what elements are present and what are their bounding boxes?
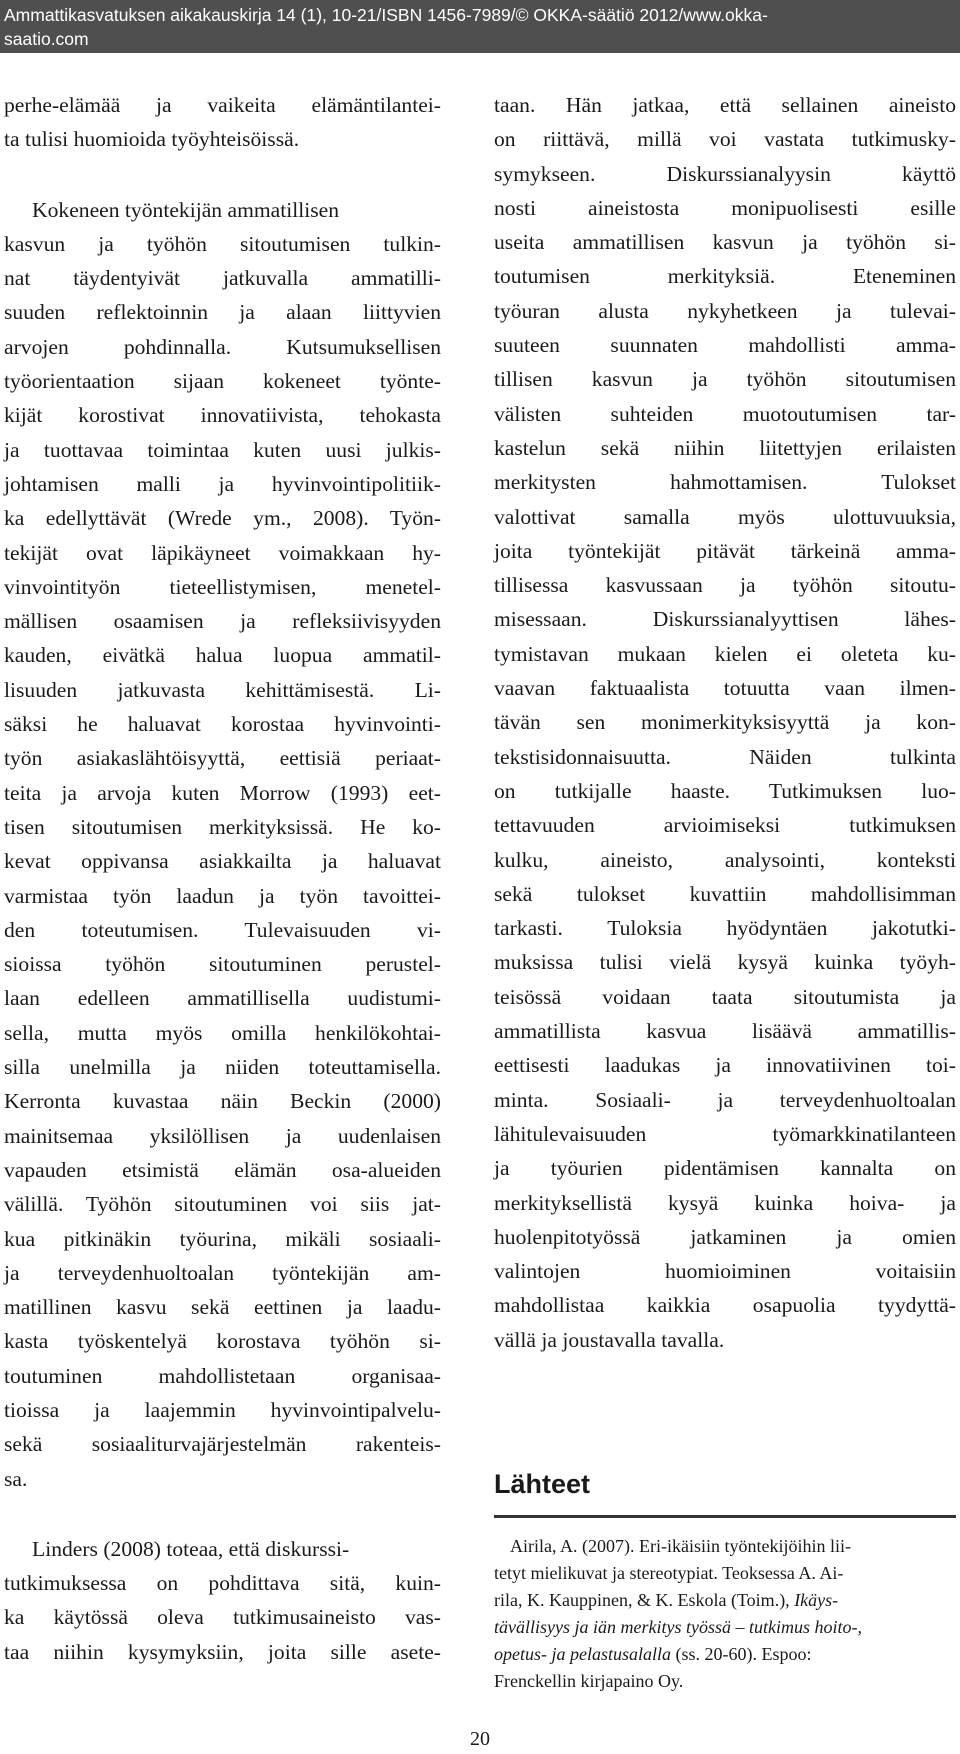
text-line: ja työurien pidentämisen kannalta on <box>494 1156 956 1181</box>
text-line: työn asiakaslähtöisyyttä, eettisiä periaat- <box>4 746 441 771</box>
reference-line <box>494 1641 956 1668</box>
text-line: tisen sitoutumisen merkityksissä. He ko- <box>4 814 441 839</box>
text-line: vaavan faktuaalista totuutta vaan ilmen- <box>494 676 956 701</box>
journal-header-line-2: saatio.com <box>4 29 89 49</box>
text-line: tävän sen monimerkityksisyyttä ja kon- <box>494 710 956 735</box>
text-line: ta tulisi huomioida työyhteisöissä. <box>4 127 300 152</box>
text-line: lisuuden jatkuvasta kehittämisestä. Li- <box>4 677 441 702</box>
reference-line <box>494 1614 956 1641</box>
text-line: kua pitkinäkin työurina, mikäli sosiaali- <box>4 1226 441 1251</box>
text-line: symykseen. Diskurssianalyysin käyttö <box>494 161 956 186</box>
text-line: taa niihin kysymyksiin, joita sille asete- <box>4 1639 441 1664</box>
reference-entry <box>494 1533 956 1695</box>
text-line: kasta työskentelyä korostava työhön si- <box>4 1329 441 1354</box>
text-line: teisössä voidaan taata sitoutumista ja <box>494 984 956 1009</box>
text-line: vapauden etsimistä elämän osa-alueiden <box>4 1157 441 1182</box>
text-line: sella, mutta myös omilla henkilökohtai- <box>4 1020 441 1045</box>
text-line: taan. Hän jatkaa, että sellainen aineisto <box>494 93 956 117</box>
reference-book-title: Ikäys- <box>794 1590 839 1610</box>
text-line: tutkimuksessa on pohdittava sitä, kuin- <box>4 1571 441 1596</box>
text-line: huolenpitotyössä jatkaminen ja omien <box>494 1224 956 1249</box>
left-column <box>4 88 441 1669</box>
journal-header-line-1: Ammattikasvatuksen aikakauskirja 14 (1), 10-21/ISBN 1456-7989/© OKKA-säätiö 2012/www.okka- <box>4 5 768 25</box>
text-line: mahdollistaa kaikkia osapuolia tyydyttä- <box>494 1293 956 1318</box>
text-line: varmistaa työn laadun ja työn tavoittei- <box>4 883 441 908</box>
text-line: toutumisen merkityksiä. Eteneminen <box>494 264 956 289</box>
journal-header <box>0 0 960 53</box>
text-line: misessaan. Diskurssianalyyttisen lähes- <box>494 607 956 632</box>
text-line: mällisen osaamisen ja refleksiivisyyden <box>4 609 441 634</box>
text-line: välisten suhteiden muotoutumisen tar- <box>494 401 956 426</box>
text-line: merkitysten hahmottamisen. Tulokset <box>494 470 956 495</box>
text-line: työorientaation sijaan kokeneet työnte- <box>4 369 441 394</box>
text-line: vällä ja joustavalla tavalla. <box>494 1327 725 1352</box>
text-line: suuden reflektoinnin ja alaan liittyvien <box>4 300 441 325</box>
text-line: kevat oppivansa asiakkailta ja haluavat <box>4 849 441 874</box>
text-line: sekä tulokset kuvattiin mahdollisimman <box>494 881 956 906</box>
text-line: tekstisidonnaisuutta. Näiden tulkinta <box>494 744 956 769</box>
reference-book-title: tävällisyys ja iän merkitys työssä – tutkimus hoito-, <box>494 1617 862 1637</box>
text-line: minta. Sosiaali- ja terveydenhuoltoalan <box>494 1087 956 1112</box>
text-line: Linders (2008) toteaa, että diskurssi- <box>32 1536 350 1561</box>
text-line: Kerronta kuvastaa näin Beckin (2000) <box>4 1089 441 1114</box>
text-line: vinvointityön tieteellistymisen, menetel- <box>4 574 441 599</box>
text-line: tioissa ja laajemmin hyvinvointipalvelu- <box>4 1397 441 1422</box>
paragraph-3 <box>4 1532 441 1669</box>
text-line: arvojen pohdinnalla. Kutsumuksellisen <box>4 334 441 359</box>
text-line: sekä sosiaaliturvajärjestelmän rakenteis- <box>4 1432 441 1457</box>
page-number: 20 <box>470 1728 490 1750</box>
text-line: den toteutumisen. Tulevaisuuden vi- <box>4 917 441 942</box>
text-line: teita ja arvoja kuten Morrow (1993) eet- <box>4 780 441 805</box>
text-line: sa. <box>4 1466 28 1491</box>
text-line: on tutkijalle haaste. Tutkimuksen luo- <box>494 778 956 803</box>
text-line: ja tuottavaa toimintaa kuten uusi julkis- <box>4 437 441 462</box>
reference-line: Frenckellin kirjapaino Oy. <box>494 1671 684 1691</box>
text-line: joita työntekijät pitävät tärkeinä amma- <box>494 538 956 563</box>
text-line: perhe-elämää ja vaikeita elämäntilantei- <box>4 93 441 117</box>
text-line: säksi he haluavat korostaa hyvinvointi- <box>4 712 441 737</box>
text-line: tettavuuden arvioimiseksi tutkimuksen <box>494 813 956 838</box>
text-line: tillisen kasvun ja työhön sitoutumisen <box>494 367 956 392</box>
text-line: useita ammatillisen kasvun ja työhön si- <box>494 230 956 255</box>
reference-line <box>494 1587 956 1614</box>
text-line: kauden, eivätkä halua luopua ammatil- <box>4 643 441 668</box>
right-column <box>494 88 956 1357</box>
text-line: ka käytössä oleva tutkimusaineisto vas- <box>4 1605 441 1630</box>
paragraph-1 <box>4 88 441 157</box>
text-line: silla unelmilla ja niiden toteuttamisella. <box>4 1055 441 1080</box>
text-line: kijät korostivat innovatiivista, tehokasta <box>4 403 441 428</box>
text-line: muksissa tulisi vielä kysyä kuinka työyh- <box>494 950 956 975</box>
text-line: laan edelleen ammatillisella uudistumi- <box>4 986 441 1011</box>
text-line: valintojen huomioiminen voitaisiin <box>494 1259 956 1284</box>
text-line: nosti aineistosta monipuolisesti esille <box>494 195 956 220</box>
text-line: valottivat samalla myös ulottuvuuksia, <box>494 504 956 529</box>
text-line: Kokeneen työntekijän ammatillisen <box>32 197 340 222</box>
text-line: eettisesti laadukas ja innovatiivinen toi- <box>494 1053 956 1078</box>
text-line: ja terveydenhuoltoalan työntekijän am- <box>4 1260 441 1285</box>
text-line: suuteen suunnaten mahdollisti amma- <box>494 333 956 358</box>
text-line: merkityksellistä kysyä kuinka hoiva- ja <box>494 1190 956 1215</box>
reference-book-title: opetus- ja pelastusalalla <box>494 1644 671 1664</box>
text-line: välillä. Työhön sitoutuminen voi siis jat- <box>4 1192 441 1217</box>
text-line: nat täydentyivät jatkuvalla ammatilli- <box>4 266 441 291</box>
text-line: ka edellyttävät (Wrede ym., 2008). Työn- <box>4 506 441 531</box>
text-line: kasvun ja työhön sitoutumisen tulkin- <box>4 231 441 256</box>
paragraph-2 <box>4 193 441 1496</box>
text-line: kastelun sekä niihin liitettyjen erilaisten <box>494 435 956 460</box>
reference-text: rila, K. Kauppinen, & K. Eskola (Toim.), <box>494 1590 795 1610</box>
text-line: johtamisen malli ja hyvinvointipolitiik- <box>4 471 441 496</box>
reference-line: tetyt mielikuvat ja stereotypiat. Teoksessa A. Ai- <box>494 1563 844 1583</box>
references-divider <box>494 1515 956 1518</box>
text-line: toutuminen mahdollistetaan organisaa- <box>4 1363 441 1388</box>
text-line: mainitsemaa yksilöllisen ja uudenlaisen <box>4 1123 441 1148</box>
text-line: tarkasti. Tuloksia hyödyntäen jakotutki- <box>494 916 956 941</box>
text-line: ammatillista kasvua lisäävä ammatillis- <box>494 1019 956 1044</box>
text-line: matillinen kasvu sekä eettinen ja laadu- <box>4 1295 441 1320</box>
reference-line: Airila, A. (2007). Eri-ikäisiin työntekijöihin lii- <box>510 1536 851 1556</box>
references-heading: Lähteet <box>494 1469 591 1499</box>
reference-text: (ss. 20-60). Espoo: <box>671 1644 812 1664</box>
text-line: tillisessa kasvussaan ja työhön sitoutu- <box>494 573 956 598</box>
text-line: tymistavan mukaan kielen ei oleteta ku- <box>494 641 956 666</box>
text-line: on riittävä, millä voi vastata tutkimusky- <box>494 127 956 152</box>
text-line: sioissa työhön sitoutuminen perustel- <box>4 952 441 977</box>
text-line: työuran alusta nykyhetkeen ja tulevai- <box>494 298 956 323</box>
text-line: tekijät ovat läpikäyneet voimakkaan hy- <box>4 540 441 565</box>
text-line: lähitulevaisuuden työmarkkinatilanteen <box>494 1121 956 1146</box>
text-line: kulku, aineisto, analysointi, konteksti <box>494 847 956 872</box>
